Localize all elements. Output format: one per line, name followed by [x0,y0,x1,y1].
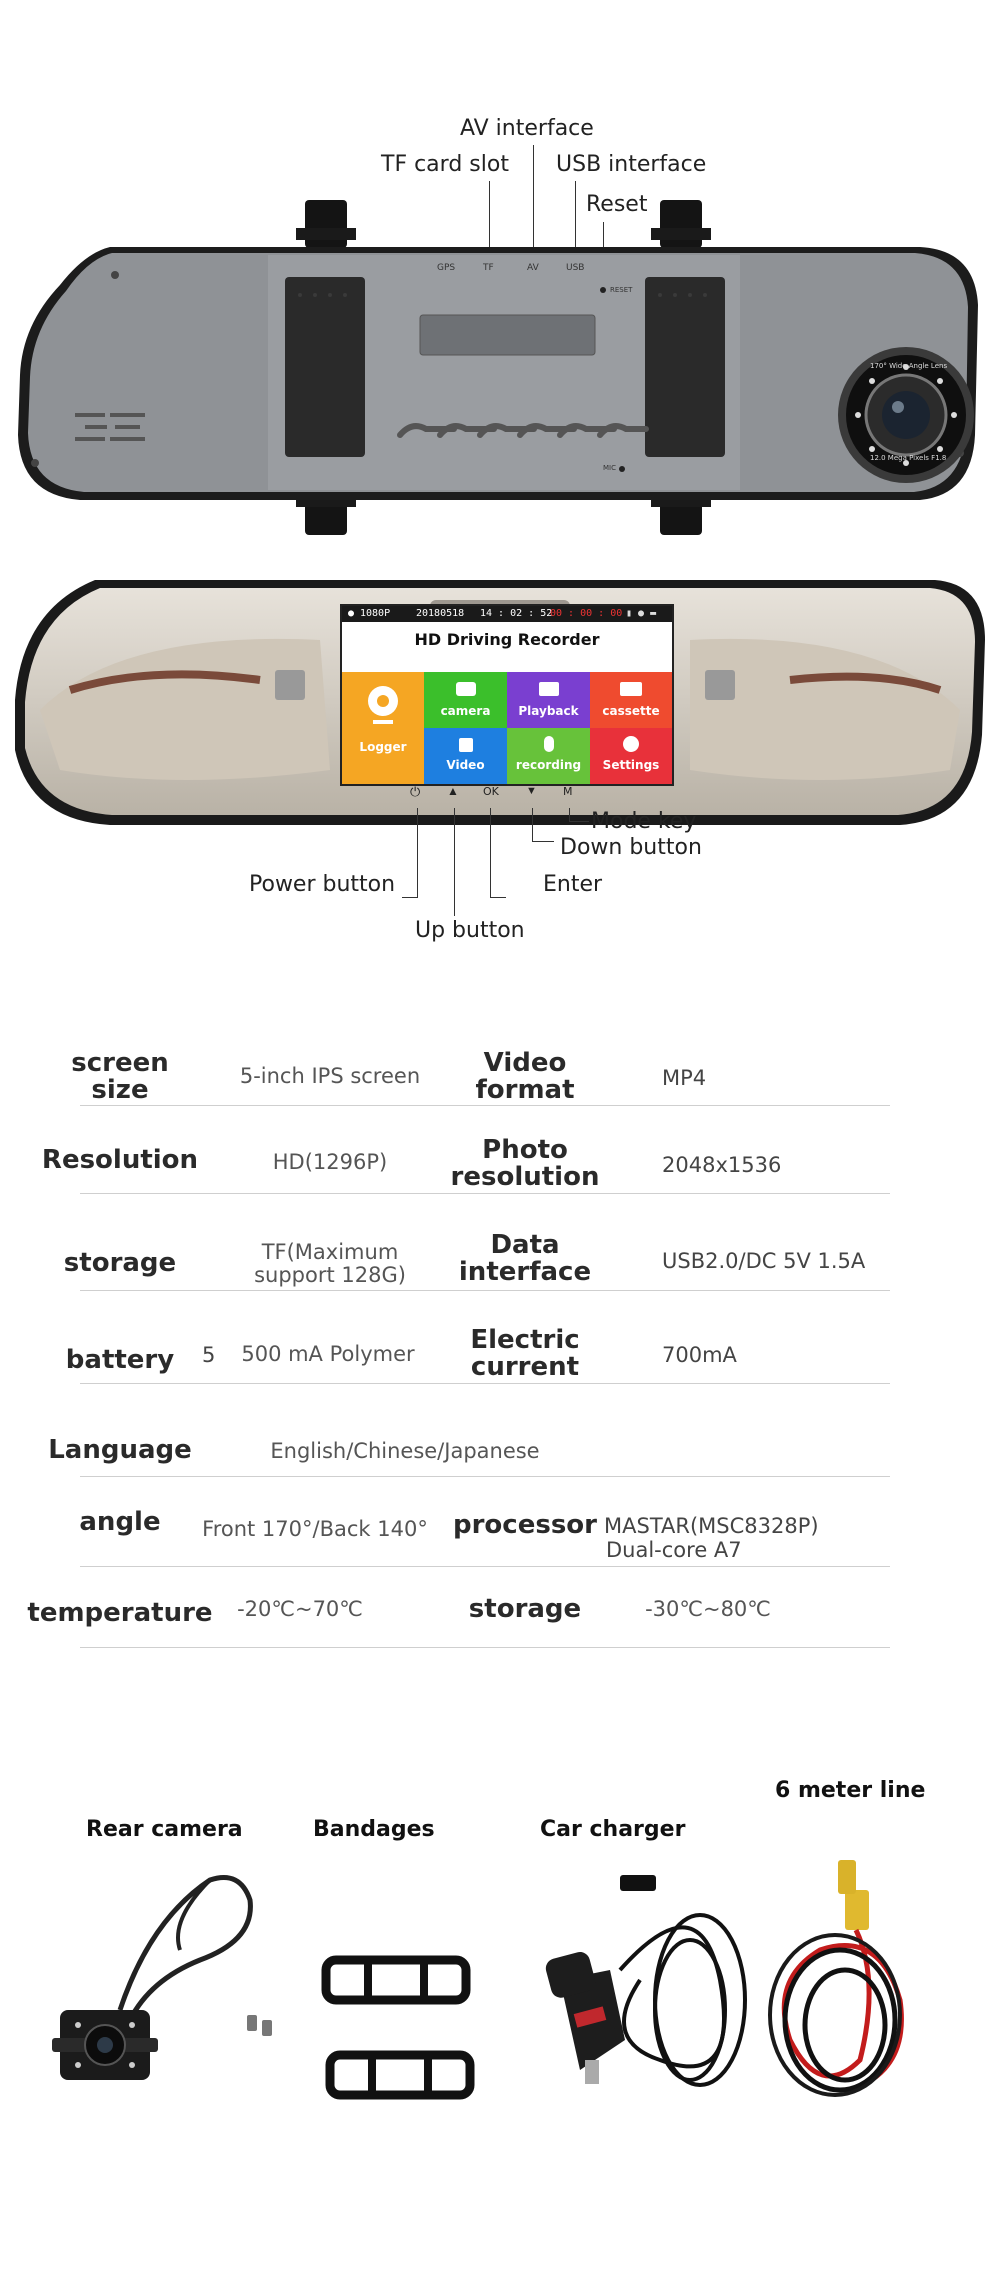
spec-key-storage: storage [63,1248,177,1278]
accessories-illustration [0,1860,1000,2120]
leader-line-power [417,808,418,898]
webcam-icon [368,686,398,716]
spec-value-video-format: MP4 [662,1066,707,1090]
callout-power-button: Power button [249,872,396,897]
rec-dot-icon: ● [348,608,355,619]
callout-down-button: Down button [560,835,702,860]
leader-line-enter-h [490,897,506,898]
gear-icon [623,736,639,752]
spec-key-angle: angle [79,1507,161,1537]
power-button[interactable]: ⏻ [410,784,421,799]
spec-value-electric-current: 700mA [662,1343,737,1367]
video-camera-icon [620,682,642,696]
tile-cassette[interactable]: cassette [590,672,672,728]
lcd-screen [340,604,674,786]
spec-key-electric-current: Electric current [470,1325,580,1382]
folder-icon [539,682,559,696]
callout-av-interface: AV interface [460,116,594,141]
tile-recording[interactable]: recording [507,728,590,784]
down-button[interactable]: ▼ [526,785,537,797]
tile-logger[interactable]: Logger [342,672,424,784]
microphone-icon [544,736,554,752]
lens-text: 170° Wide Angle Lens [870,362,948,370]
port-label-tf: TF [483,263,494,273]
mic-label: MIC [603,464,616,472]
leader-line-enter [490,808,491,898]
spec-key-screen-size: screen size [71,1048,169,1105]
status-date: 20180518 [416,608,465,619]
spec-key-language: Language [48,1435,192,1465]
lock-icon [459,738,473,752]
tile-playback[interactable]: Playback [507,672,590,728]
accessory-bandages-label: Bandages [313,1817,435,1842]
status-resolution: 1080P [360,608,391,619]
spec-key-battery: battery [65,1345,175,1375]
status-icons: ▮ ● ▬ [626,608,657,619]
spec-value-photo-resolution: 2048x1536 [662,1153,782,1177]
callout-tf-card-slot: TF card slot [381,152,509,177]
tile-video[interactable]: Video [424,728,507,784]
callout-enter: Enter [543,872,603,897]
leader-line-mode [569,808,570,822]
spec-value-storage: TF(Maximum support 128G) [254,1240,406,1287]
row-divider [80,1476,890,1477]
port-label-gps: GPS [437,263,456,273]
screen-title: HD Driving Recorder [414,630,600,649]
spec-value-temperature: -20℃~70℃ [237,1597,363,1621]
spec-key-data-interface: Data interface [458,1230,592,1287]
spec-value-battery: 500 mA Polymer [241,1342,415,1366]
spec-value-language: English/Chinese/Japanese [270,1439,540,1463]
row-divider [80,1193,890,1194]
reset-label: RESET [610,286,633,294]
spec-key-video-format: Video format [475,1048,575,1105]
status-time: 14 : 02 : 52 [480,608,553,619]
spec-value-angle: Front 170°/Back 140° [202,1517,428,1541]
spec-value-screen-size: 5-inch IPS screen [239,1064,421,1088]
camera-icon [456,682,476,696]
tile-settings[interactable]: Settings [590,728,672,784]
callout-usb-interface: USB interface [556,152,707,177]
six-meter-line-image [770,1860,901,2095]
row-divider [80,1647,890,1648]
spec-value-resolution: HD(1296P) [272,1150,388,1174]
port-label-av: AV [527,263,539,273]
row-divider [80,1290,890,1291]
up-button[interactable]: ▲ [447,784,459,798]
tile-camera[interactable]: camera [424,672,507,728]
spec-key-photo-resolution: Photo resolution [450,1135,600,1192]
port-label-usb: USB [566,263,585,273]
callout-up-button: Up button [415,918,525,943]
accessory-rear-camera-label: Rear camera [86,1817,243,1842]
callout-mode-key: Mode key [591,809,697,834]
leader-line-down [532,808,533,842]
car-charger-image [544,1875,745,2085]
leader-line-down-h [532,841,554,842]
row-divider [80,1383,890,1384]
rear-camera-image [52,1878,272,2081]
accessory-car-charger-label: Car charger [540,1817,686,1842]
spec-key-storage-temp: storage [468,1594,582,1624]
leader-line-mode-h [569,821,589,822]
spec-key-temperature: temperature [27,1598,213,1628]
enter-button[interactable]: OK [483,785,499,798]
spec-value-battery-prefix: 5 [202,1343,216,1367]
leader-line-power-h [402,897,418,898]
device-back-illustration [0,195,1000,550]
spec-value-storage-temp: -30℃~80℃ [645,1597,771,1621]
lens-text-2: 12.0 Mega Pixels F1.8 [870,454,947,462]
spec-value-processor: MASTAR(MSC8328P) Dual-core A7 [604,1514,819,1562]
spec-value-data-interface: USB2.0/DC 5V 1.5A [662,1249,866,1273]
leader-line-up [454,808,455,916]
row-divider [80,1566,890,1567]
spec-key-resolution: Resolution [41,1145,199,1175]
bandages-image [326,1960,470,2095]
spec-key-processor: processor [453,1510,597,1540]
accessory-line-label: 6 meter line [775,1778,926,1803]
status-rec-timer: 00 : 00 : 00 [550,608,623,619]
callout-reset: Reset [586,192,648,217]
mode-button[interactable]: M [563,785,573,798]
row-divider [80,1105,890,1106]
status-bar [342,606,672,622]
